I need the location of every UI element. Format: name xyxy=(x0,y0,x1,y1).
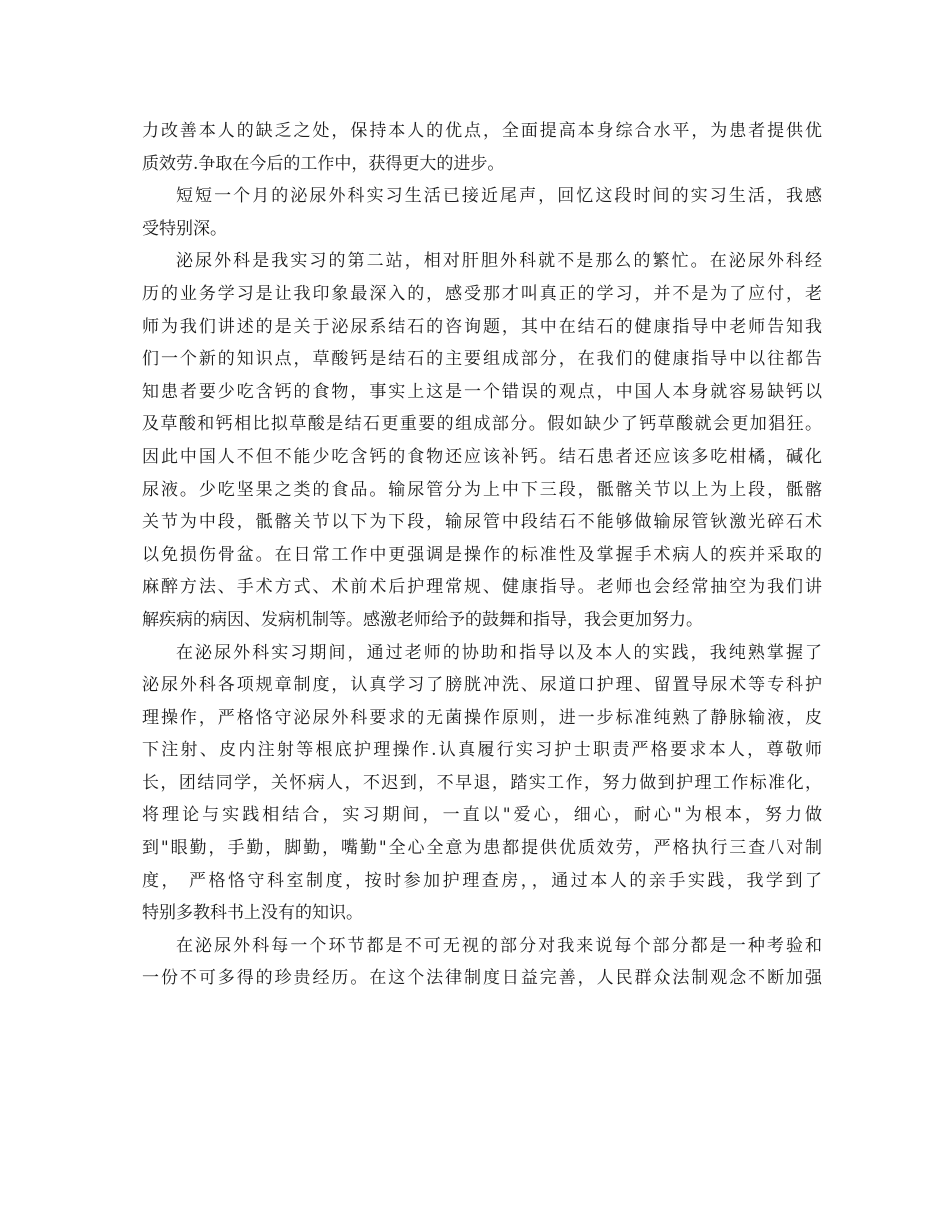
text-line: 一份不可多得的珍贵经历。在这个法律制度日益完善，人民群众法制观念不断加强 xyxy=(142,968,822,989)
text-line: 师为我们讲述的是关于泌尿系结石的咨询题，其中在结石的健康指导中老师告知我 xyxy=(142,316,822,337)
text-line: 在泌尿外科每一个环节都是不可无视的部分对我来说每个部分都是一种考验和 xyxy=(176,935,822,956)
text-line: 泌尿外科是我实习的第二站，相对肝胆外科就不是那么的繁忙。在泌尿外科经 xyxy=(176,251,822,272)
text-line: 泌尿外科各项规章制度，认真学习了膀胱冲洗、尿道口护理、留置导尿术等专科护 xyxy=(142,675,822,696)
text-line: 们一个新的知识点，草酸钙是结石的主要组成部分，在我们的健康指导中以往都告 xyxy=(142,349,822,370)
text-line: 长，团结同学，关怀病人，不迟到，不早退，踏实工作，努力做到护理工作标准化， xyxy=(142,772,822,793)
text-line: 短短一个月的泌尿外科实习生活已接近尾声，回忆这段时间的实习生活，我感 xyxy=(176,186,822,207)
text-line: 到"眼勤，手勤，脚勤，嘴勤"全心全意为患都提供优质效劳，严格执行三查八对制 xyxy=(142,838,822,859)
paragraph xyxy=(142,930,822,995)
text-line: 历的业务学习是让我印象最深入的，感受那才叫真正的学习，并不是为了应付，老 xyxy=(142,283,822,304)
paragraph xyxy=(142,115,822,180)
text-line: 因此中国人不但不能少吃含钙的食物还应该补钙。结石患者还应该多吃柑橘，碱化 xyxy=(142,446,822,467)
text-line: 力改善本人的缺乏之处，保持本人的优点，全面提高本身综合水平，为患者提供优 xyxy=(142,121,822,141)
text-line: 以免损伤骨盆。在日常工作中更强调是操作的标准性及掌握手术病人的疾并采取的 xyxy=(142,544,822,565)
text-line: 知患者要少吃含钙的食物，事实上这是一个错误的观点，中国人本身就容易缺钙以 xyxy=(142,381,822,402)
paragraph xyxy=(142,180,822,245)
text-line: 下注射、皮内注射等根底护理操作.认真履行实习护士职责严格要求本人，尊敬师 xyxy=(142,740,822,761)
text-line: 解疾病的病因、发病机制等。感激老师给予的鼓舞和指导，我会更加努力。 xyxy=(142,609,703,630)
text-line: 理操作，严格恪守泌尿外科要求的无菌操作原则，进一步标准纯熟了静脉输液，皮 xyxy=(142,707,822,728)
text-line: 关节为中段，骶髂关节以下为下段，输尿管中段结石不能够做输尿管钬激光碎石术 xyxy=(142,512,822,533)
text-line: 受特别深。 xyxy=(142,218,227,239)
paragraph xyxy=(142,245,822,636)
text-line: 在泌尿外科实习期间，通过老师的协助和指导以及本人的实践，我纯熟掌握了 xyxy=(176,642,822,663)
text-line: 将理论与实践相结合，实习期间，一直以"爱心，细心，耐心"为根本，努力做 xyxy=(142,805,822,826)
text-line: 及草酸和钙相比拟草酸是结石更重要的组成部分。假如缺少了钙草酸就会更加猖狂。 xyxy=(142,414,822,435)
text-line: 麻醉方法、手术方式、术前术后护理常规、健康指导。老师也会经常抽空为我们讲 xyxy=(142,577,822,598)
document-page xyxy=(142,115,822,995)
text-line: 特别多教科书上没有的知识。 xyxy=(142,903,363,924)
paragraph xyxy=(142,637,822,930)
text-line: 度， 严格恪守科室制度，按时参加护理查房，，通过本人的亲手实践，我学到了 xyxy=(142,870,822,891)
text-line: 质效劳.争取在今后的工作中，获得更大的进步。 xyxy=(142,153,505,174)
text-line: 尿液。少吃坚果之类的食品。输尿管分为上中下三段，骶髂关节以上为上段，骶髂 xyxy=(142,479,822,500)
